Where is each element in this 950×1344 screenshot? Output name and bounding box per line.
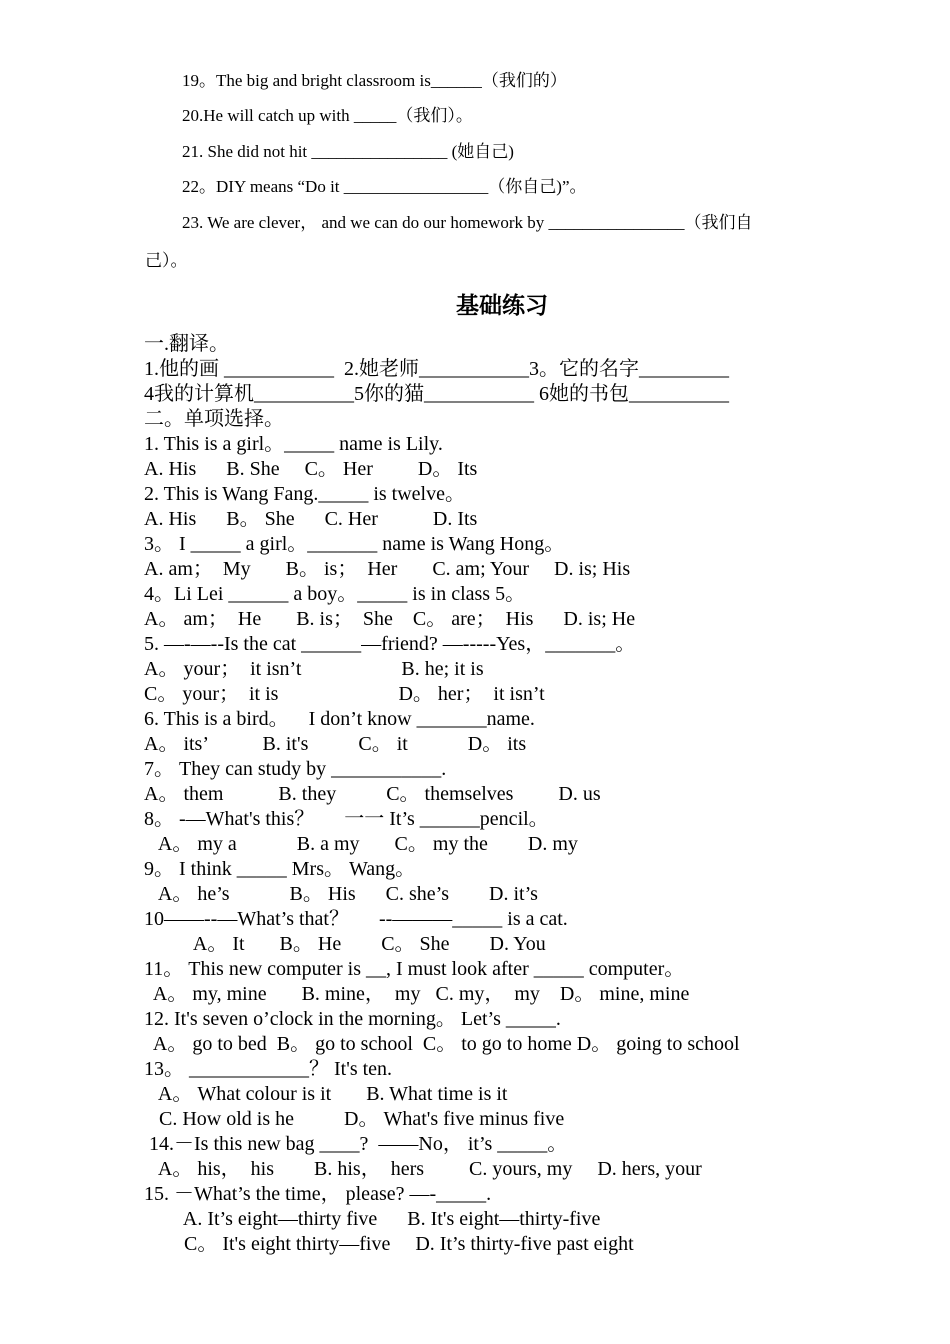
exercise-19: 19。The big and bright classroom is______（我们的） xyxy=(182,71,567,90)
heading-translation: 一.翻译。 xyxy=(144,333,229,355)
question-12-options: A。 go to bed B。 go to school C。 to go to home D。 going to school xyxy=(144,1033,740,1055)
question-4: 4。Li Lei ______ a boy。_____ is in class 5。 xyxy=(144,583,526,605)
question-10-options: A。 It B。 He C。 She D. You xyxy=(144,933,546,955)
question-6-options: A。 its’ B. it's C。 it D。 its xyxy=(144,733,527,755)
exercise-23-continuation: 己）。 xyxy=(145,251,188,270)
question-5-options-cd: C。 your； it is D。 her； it isn’t xyxy=(144,683,545,705)
question-14-options: A。 his， his B. his， hers C. yours, my D. hers, your xyxy=(144,1158,702,1180)
question-14: 14.－Is this new bag ____? ——No， it’s _____。 xyxy=(144,1133,568,1155)
question-15-options-cd: C。 It's eight thirty—five D. It’s thirty-five past eight xyxy=(144,1233,634,1255)
question-13-options-cd: C. How old is he D。 What's five minus five xyxy=(144,1108,565,1130)
question-5-options-ab: A。 your； it isn’t B. he; it is xyxy=(144,658,484,680)
section-title: 基础练习 xyxy=(456,293,548,318)
translation-line-1: 1.他的画 ___________ 2.她老师___________3。它的名字_________ xyxy=(144,358,729,380)
question-13-options-ab: A。 What colour is it B. What time is it xyxy=(144,1083,508,1105)
question-7-options: A。 them B. they C。 themselves D. us xyxy=(144,783,601,805)
question-10: 10——--—What’s that？ --———_____ is a cat. xyxy=(144,908,568,930)
question-12: 12. It's seven o’clock in the morning。 Let’s _____. xyxy=(144,1008,561,1030)
translation-line-2: 4我的计算机__________5你的猫___________ 6她的书包__________ xyxy=(144,383,729,405)
question-8: 8。 -—What's this？ 一一 It’s ______pencil。 xyxy=(144,808,549,830)
question-11-options: A。 my, mine B. mine， my C. my， my D。 mine, mine xyxy=(144,983,690,1005)
question-13: 13。 ____________？ It's ten. xyxy=(144,1058,393,1080)
question-2-options: A. His B。 She C. Her D. Its xyxy=(144,508,478,530)
question-3-options: A. am； My B。 is； Her C. am; Your D. is; His xyxy=(144,558,631,580)
question-15: 15. －What’s the time， please? —-_____. xyxy=(144,1183,492,1205)
question-4-options: A。 am； He B. is； She C。 are； His D. is; He xyxy=(144,608,636,630)
question-2: 2. This is Wang Fang._____ is twelve。 xyxy=(144,483,465,505)
question-11: 11。 This new computer is __, I must look after _____ computer。 xyxy=(144,958,685,980)
question-9: 9。 I think _____ Mrs。 Wang。 xyxy=(144,858,416,880)
question-1-options: A. His B. She C。 Her D。 Its xyxy=(144,458,478,480)
exercise-23: 23. We are clever， and we can do our homework by ________________（我们自 xyxy=(182,213,753,232)
question-8-options: A。 my a B. a my C。 my the D. my xyxy=(144,833,578,855)
question-7: 7。 They can study by ___________. xyxy=(144,758,447,780)
exercise-21: 21. She did not hit ________________ (她自己) xyxy=(182,142,514,161)
question-5: 5. —-—--Is the cat ______—friend? —-----Yes，_______。 xyxy=(144,633,636,655)
question-3: 3。 I _____ a girl。_______ name is Wang Hong。 xyxy=(144,533,565,555)
question-1: 1. This is a girl。_____ name is Lily. xyxy=(144,433,443,455)
heading-multiple-choice: 二。单项选择。 xyxy=(144,408,284,430)
exercise-22: 22。DIY means “Do it _________________（你自己)”。 xyxy=(182,177,587,196)
question-9-options: A。 he’s B。 His C. she’s D. it’s xyxy=(144,883,538,905)
exercise-20: 20.He will catch up with _____（我们）。 xyxy=(182,106,473,125)
question-6: 6. This is a bird。 I don’t know _______name. xyxy=(144,708,535,730)
question-15-options-ab: A. It’s eight—thirty five B. It's eight—thirty-five xyxy=(144,1208,601,1230)
